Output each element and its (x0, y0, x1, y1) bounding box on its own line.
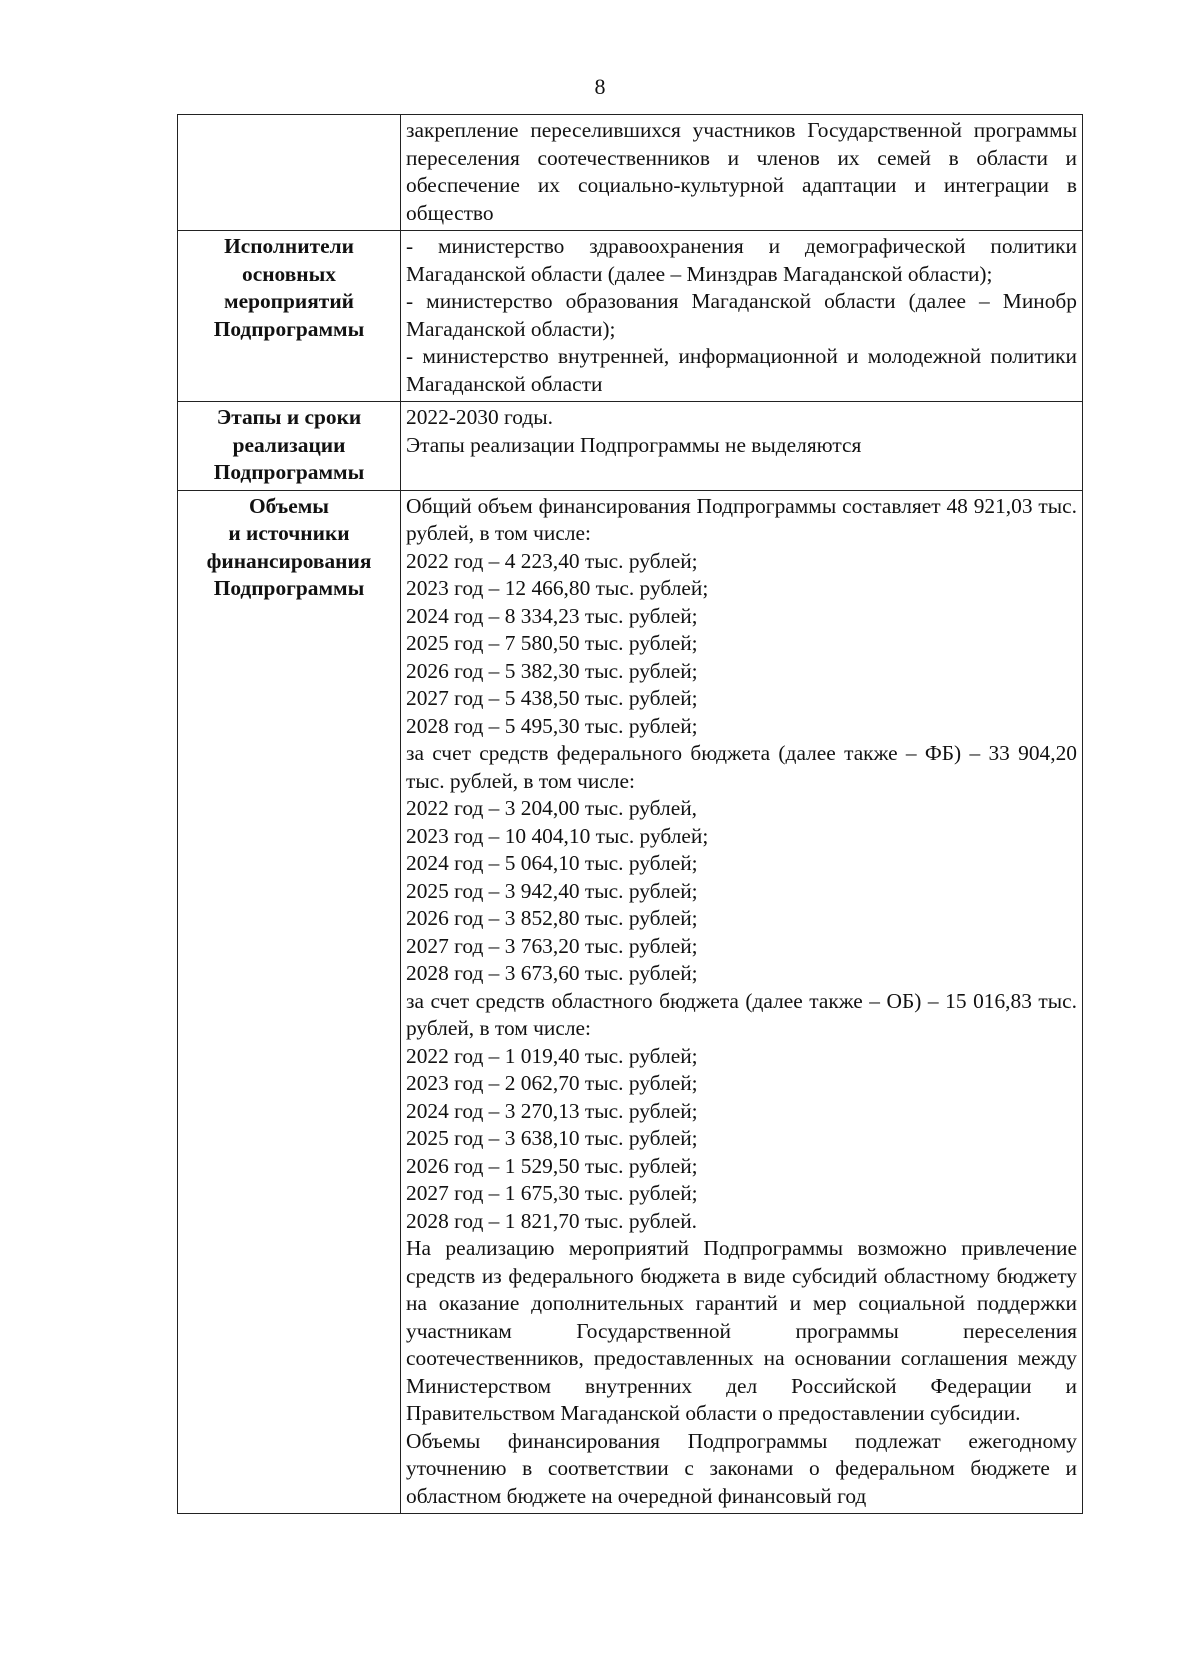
year-amount: 2026 год – 5 382,30 тыс. рублей; (406, 658, 698, 683)
year-amount: 2027 год – 5 438,50 тыс. рублей; (406, 686, 698, 710)
table-row-stages (178, 402, 1083, 491)
year-amount: 2027 год – 1 675,30 тыс. рублей; (406, 1181, 698, 1205)
total-financing-intro: Общий объем финансирования Подпрограммы составляет 48 921,03 тыс. рублей, в том числе: (406, 493, 1077, 545)
year-amount: 2022 год – 1 019,40 тыс. рублей; (406, 1043, 698, 1068)
label-line: финансирования (206, 548, 372, 573)
page-number: 8 (594, 74, 606, 99)
row-content-executors (401, 231, 1083, 402)
year-amount: 2025 год – 3 638,10 тыс. рублей; (406, 1126, 698, 1150)
year-amount: 2024 год – 8 334,23 тыс. рублей; (406, 603, 698, 628)
row-content-financing (401, 490, 1083, 1514)
row-label-executors: Исполнители основных мероприятий Подпрограммы (178, 231, 401, 402)
row-content-stages (401, 402, 1083, 491)
year-amount: 2026 год – 3 852,80 тыс. рублей; (406, 906, 698, 930)
stages-period: 2022-2030 годы. (406, 405, 553, 429)
year-amount: 2024 год – 5 064,10 тыс. рублей; (406, 851, 698, 875)
year-amount: 2028 год – 1 821,70 тыс. рублей. (406, 1208, 697, 1233)
year-amount: 2028 год – 3 673,60 тыс. рублей; (406, 961, 698, 985)
year-amount: 2023 год – 2 062,70 тыс. рублей; (406, 1071, 698, 1095)
year-amount: 2022 год – 4 223,40 тыс. рублей; (406, 548, 698, 573)
row-content-goals (401, 115, 1083, 231)
row-label-financing (178, 490, 401, 1514)
row-label-stages: Этапы и сроки реализации Подпрограммы (178, 402, 401, 491)
year-amount: 2025 год – 7 580,50 тыс. рублей; (406, 631, 698, 655)
executor-item: - министерство внутренней, информационной и молодежной политики Магаданской области (406, 344, 1077, 396)
label-line: и источники (228, 521, 350, 545)
year-amount: 2027 год – 3 763,20 тыс. рублей; (406, 933, 698, 958)
label-line: Подпрограммы (213, 576, 365, 600)
subsidy-note: На реализацию мероприятий Подпрограммы возможно привлечение средств из федерального бюджета в виде субсидий областному бюджету на оказание дополнительных гарантий и мер социальной поддержки участникам Государственной программы переселения соотечественников, предоставленных на основании соглашения между Министерством внутренних дел Российской Федерации и Правительством Магаданской области о предоставлении субсидии. (406, 1236, 1077, 1425)
table-row-executors (178, 231, 1083, 402)
table-row-goals-continued (178, 115, 1083, 231)
goals-paragraph: закрепление переселившихся участников Государственной программы переселения соотечественников и членов их семей в области и обеспечение их социально-культурной адаптации и интеграции в общество (406, 118, 1077, 225)
year-amount: 2026 год – 1 529,50 тыс. рублей; (406, 1153, 698, 1178)
year-amount: 2025 год – 3 942,40 тыс. рублей; (406, 878, 698, 903)
federal-budget-intro: за счет средств федерального бюджета (далее также – ФБ) – 33 904,20 тыс. рублей, в том числе: (406, 741, 1077, 793)
subprogram-passport-table (177, 114, 1083, 1514)
year-amount: 2022 год – 3 204,00 тыс. рублей, (406, 796, 697, 820)
regional-budget-intro: за счет средств областного бюджета (далее также – ОБ) – 15 016,83 тыс. рублей, в том числе: (406, 988, 1077, 1040)
table-row-financing (178, 490, 1083, 1514)
year-amount: 2023 год – 10 404,10 тыс. рублей; (406, 823, 709, 848)
label-line: Объемы (248, 493, 330, 518)
stages-note: Этапы реализации Подпрограммы не выделяются (406, 432, 862, 457)
year-amount: 2028 год – 5 495,30 тыс. рублей; (406, 713, 698, 738)
executor-item: - министерство образования Магаданской области (далее – Минобр Магаданской области); (406, 289, 1077, 341)
annual-update-note: Объемы финансирования Подпрограммы подлежат ежегодному уточнению в соответствии с законами о федеральном бюджете и областном бюджете на очередной финансовый год (406, 1428, 1077, 1508)
executor-item: - министерство здравоохранения и демографической политики Магаданской области (далее – Минздрав Магаданской области); (406, 234, 1077, 286)
row-label-empty (178, 115, 401, 231)
year-amount: 2023 год – 12 466,80 тыс. рублей; (406, 576, 709, 600)
year-amount: 2024 год – 3 270,13 тыс. рублей; (406, 1098, 698, 1123)
